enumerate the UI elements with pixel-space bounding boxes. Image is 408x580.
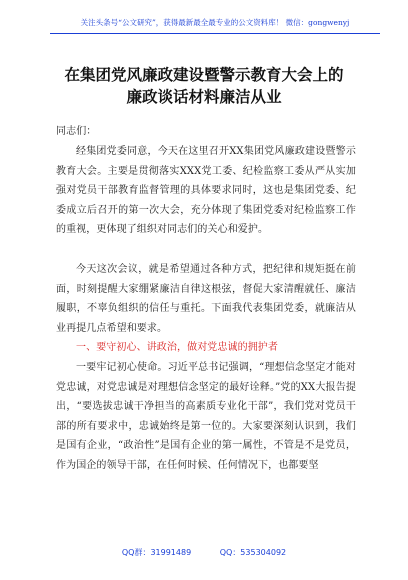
salutation: 同志们：	[56, 126, 97, 137]
header-promo-link[interactable]: 关注头条号“公文研究”，获得最新最全最专业的公文资料库！ 微信：gongwenyj	[80, 18, 350, 27]
paragraph-3: 一要牢记初心使命。习近平总书记强调，“理想信念坚定才能对党忠诚，对党忠诚是对理想信念坚定的最好诠释。”党的XX大报告提出，“要选拔忠诚干净担当的高素质专业化干部”，我们党对党员干部的所有要求中，忠诚始终是第一位的。大家要深刻认识到，我们是国有企业，“政治性”是国有企业的第一属性，不管是不是党员，作为国企的领导干部，在任何时候、任何情况下，也都要坚	[56, 362, 356, 471]
footer-contact	[0, 547, 408, 558]
paragraph-1: 经集团党委同意，今天在这里召开XX集团党风廉政建设暨警示教育大会。主要是贯彻落实XXX党工委、纪检监察工委从严从实加强对党员干部教育监督管理的具体要求同时，这也是集团党委、纪委成立后召开的第一次大会，充分体现了集团党委对纪检监察工作的重视，更体现了组织对同志们的关心和爱护。	[56, 146, 356, 236]
paragraph-2: 今天这次会议，就是希望通过各种方式，把纪律和规矩挺在前面，时刻提醒大家绷紧廉洁自律这根弦，督促大家清醒就任、廉洁履职，不辜负组织的信任与重托。下面我代表集团党委，就廉洁从业再提几点希望和要求。	[56, 264, 356, 334]
footer-qq-group: QQ群：31991489	[121, 548, 192, 557]
title-line-2: 廉政谈话材料廉洁从业	[126, 88, 282, 106]
title-line-1: 在集团党风廉政建设暨警示教育大会上的	[64, 66, 344, 84]
header-divider	[50, 33, 380, 34]
footer-qq: QQ：535304092	[219, 548, 287, 557]
section-heading-1: 一、要守初心、讲政治，做对党忠诚的拥护者	[76, 342, 278, 353]
document-title	[40, 64, 368, 108]
